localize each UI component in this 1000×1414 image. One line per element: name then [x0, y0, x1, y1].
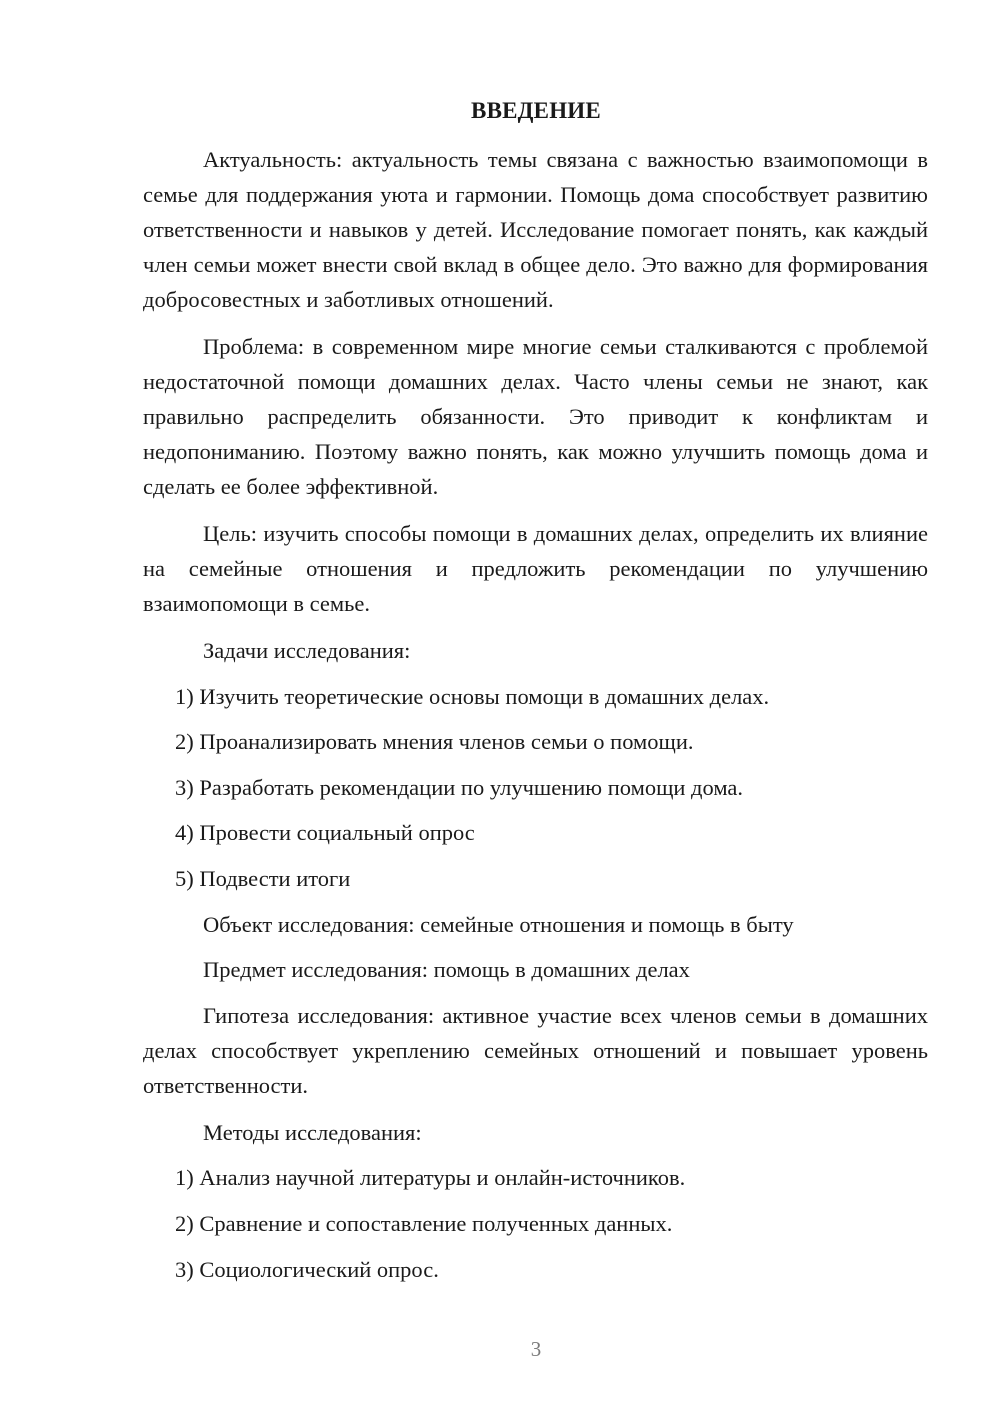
relevance-paragraph: Актуальность: актуальность темы связана с важностью взаимопомощи в семье для поддержания уюта и гармонии. Помощь дома способствует развитию ответственности и навыков у детей. Исследование помогает понять, как каждый член семьи может внести свой вклад в общее дело. Это важно для формирования добросовестных и заботливых отношений.	[143, 147, 928, 312]
page-title: ВВЕДЕНИЕ	[471, 98, 601, 123]
hypothesis-paragraph: Гипотеза исследования: активное участие всех членов семьи в домашних делах способствует укреплению семейных отношений и повышает уровень ответственности.	[143, 1002, 928, 1098]
goal-paragraph: Цель: изучить способы помощи в домашних делах, определить их влияние на семейные отношения и предложить рекомендации по улучшению взаимопомощи в семье.	[143, 521, 928, 616]
research-subject: Предмет исследования: помощь в домашних делах	[203, 957, 690, 983]
method-item-2: 2) Сравнение и сопоставление полученных данных.	[175, 1210, 673, 1236]
document-body	[143, 142, 928, 1297]
task-item-5: 5) Подвести итоги	[175, 865, 351, 891]
task-item-4: 4) Провести социальный опрос	[175, 820, 475, 846]
problem-paragraph: Проблема: в современном мире многие семьи сталкиваются с проблемой недостаточной помощи домашних делах. Часто члены семьи не знают, как правильно распределить обязанности. Это приводит к конфликтам и недопониманию. Поэтому важно понять, как можно улучшить помощь дома и сделать ее более эффективной.	[143, 334, 928, 499]
method-item-1: 1) Анализ научной литературы и онлайн-источников.	[175, 1165, 686, 1191]
research-object: Объект исследования: семейные отношения и помощь в быту	[203, 911, 794, 937]
method-item-3: 3) Социологический опрос.	[175, 1256, 439, 1282]
tasks-heading: Задачи исследования:	[203, 638, 411, 663]
task-item-1: 1) Изучить теоретические основы помощи в домашних делах.	[175, 683, 770, 709]
page-number: 3	[530, 1337, 542, 1361]
methods-heading: Методы исследования:	[203, 1119, 422, 1145]
task-item-3: 3) Разработать рекомендации по улучшению помощи дома.	[175, 774, 744, 800]
task-item-2: 2) Проанализировать мнения членов семьи о помощи.	[175, 729, 694, 755]
